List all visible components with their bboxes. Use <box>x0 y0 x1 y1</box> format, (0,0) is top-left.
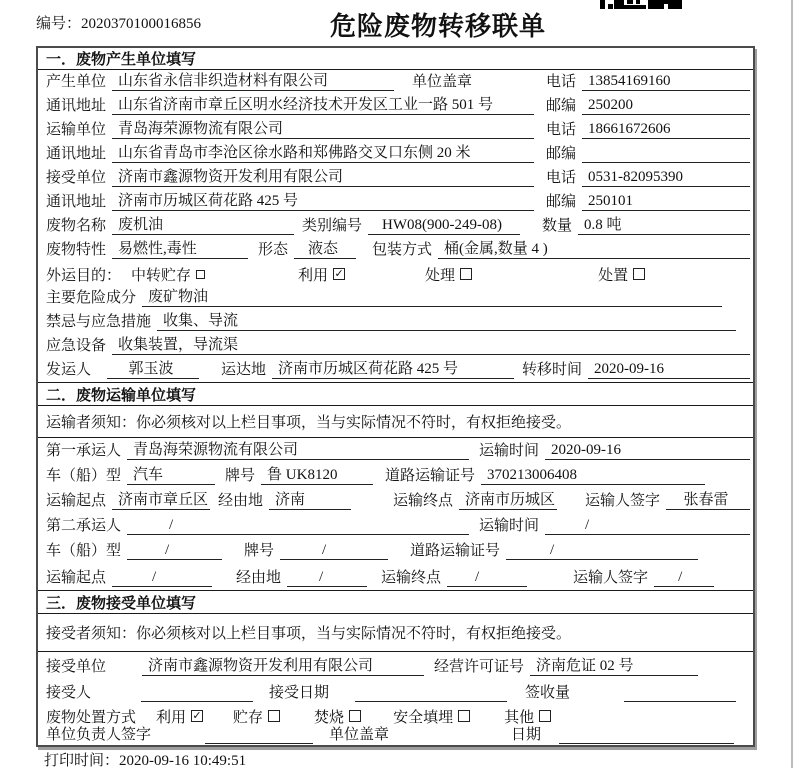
transport-time1-value-field: 2020-09-16 <box>545 442 750 460</box>
purpose-transfer-label: 中转贮存 <box>131 267 192 284</box>
addr3-label: 通讯地址 <box>46 194 107 210</box>
accept-unit-label: 接受单位 <box>46 659 107 675</box>
responsible-sign-value-field <box>205 727 313 744</box>
purpose-treat-label: 处理 <box>425 267 456 284</box>
section3-header: 三．废物接受单位填写 <box>38 590 753 614</box>
page-title: 危险废物转移联单 <box>330 11 547 41</box>
document-number-value: 2020370100016856 <box>81 16 202 32</box>
addr2-value-field: 山东省青岛市李沧区徐水路和郑佛路交叉口东侧 20 米 <box>112 141 534 163</box>
print-time <box>44 749 246 768</box>
taboo-row <box>38 310 753 334</box>
receiver-row <box>38 166 753 190</box>
phone2-label: 电话 <box>545 122 576 138</box>
accept-unit-value-field: 济南市鑫源物资开发利用有限公司 <box>142 654 424 676</box>
disposal-store-label: 贮存 <box>233 709 264 726</box>
vehicle2-value-field: / <box>127 542 222 560</box>
plate1-label: 牌号 <box>225 468 256 484</box>
disposal-option-store <box>233 706 280 727</box>
form-label: 形态 <box>258 242 289 258</box>
responsible-sign-label: 单位负责人签字 <box>46 727 152 743</box>
purpose-option-treat <box>425 264 472 285</box>
addr3-value-field: 济南市历城区荷花路 425 号 <box>112 189 534 211</box>
date-value-field <box>559 727 734 744</box>
via2-value-field: / <box>287 569 367 587</box>
equipment-value-field: 收集装置，导流渠 <box>112 333 750 355</box>
transporter-address-row <box>38 142 753 166</box>
transport-time2-label: 运输时间 <box>478 518 539 534</box>
vehicle2-label: 车（船）型 <box>46 543 122 559</box>
form-value-field: 液态 <box>294 237 356 259</box>
carrier2-label: 第二承运人 <box>46 518 122 534</box>
producer-value-field: 山东省永信非织造材料有限公司 <box>112 69 394 91</box>
transfer-time-label: 转移时间 <box>522 362 583 378</box>
addr1-value-field: 山东省济南市章丘区明水经济技术开发区工业一路 501 号 <box>112 93 534 115</box>
phone1-label: 电话 <box>545 74 576 90</box>
permit1-label: 道路运输证号 <box>385 468 476 484</box>
license-label: 经营许可证号 <box>434 659 525 675</box>
traits-value-field: 易燃性,毒性 <box>112 237 248 259</box>
responsible-sign-row <box>38 727 753 747</box>
transporter-row <box>38 118 753 142</box>
packing-label: 包装方式 <box>372 242 433 258</box>
disposal-other-checkbox <box>539 710 551 722</box>
unit-seal-label: 单位盖章 <box>412 74 473 90</box>
purpose-utilize-checkbox: ✓ <box>334 267 344 280</box>
receiver-label: 接受单位 <box>46 170 107 186</box>
sign1-label: 运输人签字 <box>585 493 661 509</box>
category-value-field: HW08(900-249-08) <box>368 217 520 235</box>
disposal-incinerate-label: 焚烧 <box>314 709 345 726</box>
destination-label: 运达地 <box>221 362 267 378</box>
addr2-label: 通讯地址 <box>46 146 107 162</box>
producer-label: 产生单位 <box>46 74 107 90</box>
plate1-value-field: 鲁 UK8120 <box>261 463 373 485</box>
equipment-label: 应急设备 <box>46 338 107 354</box>
carrier1-row <box>38 438 753 463</box>
disposal-option-utilize <box>156 706 203 727</box>
transporter-notice-row <box>38 406 753 438</box>
phone3-label: 电话 <box>545 170 576 186</box>
purpose-option-utilize <box>298 264 345 285</box>
carrier1-label: 第一承运人 <box>46 443 122 459</box>
end2-label: 运输终点 <box>381 570 442 586</box>
disposal-utilize-checkbox: ✓ <box>192 709 202 722</box>
transfer-time-value-field: 2020-09-16 <box>588 361 750 379</box>
transport-time2-value-field: / <box>545 517 750 535</box>
via1-value-field: 济南 <box>269 488 351 510</box>
purpose-option-dispose <box>598 264 645 285</box>
producer-row <box>38 70 753 94</box>
purpose-row <box>38 262 753 286</box>
origin2-label: 运输起点 <box>46 570 107 586</box>
vehicle2-row <box>38 538 753 563</box>
disposal-label: 废物处置方式 <box>46 709 137 726</box>
received-qty-label: 签收量 <box>525 685 571 701</box>
acceptor-label: 接受人 <box>46 685 92 701</box>
producer-address-row <box>38 94 753 118</box>
purpose-dispose-checkbox <box>633 268 645 280</box>
license-value-field: 济南危证 02 号 <box>530 654 698 676</box>
phone3-value-field: 0531-82095390 <box>582 169 750 187</box>
via2-label: 经由地 <box>236 570 282 586</box>
receiver-notice-row <box>38 614 753 652</box>
plate2-value-field: / <box>280 542 388 560</box>
origin2-value-field: / <box>112 569 212 587</box>
disposal-store-checkbox <box>268 710 280 722</box>
taboo-value-field: 收集、导流 <box>157 309 736 331</box>
end1-value-field: 济南市历城区 <box>459 488 557 510</box>
purpose-utilize-label: 利用 <box>298 267 329 284</box>
vehicle1-label: 车（船）型 <box>46 468 122 484</box>
accept-unit-row <box>38 652 753 679</box>
end2-value-field: / <box>447 569 527 587</box>
purpose-option-transfer <box>131 264 205 285</box>
transporter-value-field: 青岛海荣源物流有限公司 <box>112 117 534 139</box>
route1-row <box>38 488 753 513</box>
waste-name-label: 废物名称 <box>46 218 107 234</box>
category-label: 类别编号 <box>302 218 363 234</box>
receiver-value-field: 济南市鑫源物资开发利用有限公司 <box>112 165 534 187</box>
transporter-notice-text: 运输者须知：你必须核对以上栏目事项，当与实际情况不符时，有权拒绝接受。 <box>46 415 572 431</box>
addr1-label: 通讯地址 <box>46 98 107 114</box>
document-number-label: 编号： <box>36 16 82 32</box>
disposal-other-label: 其他 <box>504 709 535 726</box>
transporter-label: 运输单位 <box>46 122 107 138</box>
waste-name-value-field: 废机油 <box>112 213 294 235</box>
sign2-label: 运输人签字 <box>573 570 649 586</box>
carrier2-value-field: / <box>127 517 469 535</box>
disposal-utilize-label: 利用 <box>156 709 187 726</box>
zip3-label: 邮编 <box>545 194 576 210</box>
form-border <box>36 46 755 747</box>
origin1-value-field: 济南市章丘区 <box>112 488 210 510</box>
carrier1-value-field: 青岛海荣源物流有限公司 <box>127 438 469 460</box>
zip3-value-field: 250101 <box>582 193 750 211</box>
carrier2-row <box>38 513 753 538</box>
waste-traits-row <box>38 238 753 262</box>
acceptor-value-field <box>141 685 253 702</box>
zip2-label: 邮编 <box>545 146 576 162</box>
vehicle1-row <box>38 463 753 488</box>
date-label: 日期 <box>511 727 542 743</box>
purpose-treat-checkbox <box>460 268 472 280</box>
quantity-value-field: 0.8 吨 <box>578 213 750 235</box>
traits-label: 废物特性 <box>46 242 107 258</box>
permit2-value-field: / <box>506 542 698 560</box>
consignor-label: 发运人 <box>46 362 92 378</box>
origin1-label: 运输起点 <box>46 493 107 509</box>
taboo-label: 禁忌与应急措施 <box>46 314 152 330</box>
equipment-row <box>38 334 753 358</box>
print-time-label: 打印时间： <box>44 753 120 768</box>
qr-code-fragment <box>600 0 684 10</box>
print-time-value: 2020-09-16 10:49:51 <box>119 753 247 768</box>
receiver-address-row <box>38 190 753 214</box>
document-number <box>36 12 201 33</box>
route2-row <box>38 563 753 590</box>
receiver-notice-text: 接受者须知：你必须核对以上栏目事项，当与实际情况不符时，有权拒绝接受。 <box>46 626 572 642</box>
purpose-transfer-checkbox <box>196 270 205 279</box>
consignor-row <box>38 358 753 382</box>
quantity-label: 数量 <box>542 218 573 234</box>
disposal-option-landfill <box>393 706 470 727</box>
hazard-row <box>38 286 753 310</box>
section1-header: 一．废物产生单位填写 <box>38 48 753 70</box>
phone2-value-field: 18661672606 <box>582 121 750 139</box>
acceptor-row <box>38 679 753 705</box>
purpose-dispose-label: 处置 <box>598 267 629 284</box>
transport-time1-label: 运输时间 <box>478 443 539 459</box>
purpose-label: 外运目的： <box>46 267 122 284</box>
consignor-value-field: 郭玉波 <box>107 357 199 379</box>
phone1-value-field: 13854169160 <box>582 73 750 91</box>
zip2-value-field <box>582 146 750 163</box>
section2-header: 二．废物运输单位填写 <box>38 382 753 406</box>
plate2-label: 牌号 <box>244 543 275 559</box>
permit2-label: 道路运输证号 <box>410 543 501 559</box>
disposal-landfill-label: 安全填埋 <box>393 709 454 726</box>
permit1-value-field: 370213006408 <box>481 467 705 485</box>
waste-name-row <box>38 214 753 238</box>
hazard-value-field: 废矿物油 <box>142 285 722 307</box>
via1-label: 经由地 <box>218 493 264 509</box>
disposal-landfill-checkbox <box>458 710 470 722</box>
disposal-incinerate-checkbox <box>349 710 361 722</box>
destination-value-field: 济南市历城区荷花路 425 号 <box>272 357 514 379</box>
hazard-label: 主要危险成分 <box>46 290 137 306</box>
zip1-value-field: 250200 <box>582 97 750 115</box>
sign2-value-field: / <box>654 569 714 587</box>
end1-label: 运输终点 <box>393 493 454 509</box>
accept-date-value-field <box>355 685 507 702</box>
zip1-label: 邮编 <box>545 98 576 114</box>
received-qty-value-field <box>624 685 736 702</box>
unit-seal-label-2: 单位盖章 <box>329 727 390 743</box>
sign1-value-field: 张春雷 <box>666 488 750 510</box>
packing-value-field: 桶(金属,数量 4 ) <box>438 237 750 259</box>
vehicle1-value-field: 汽车 <box>127 463 215 485</box>
accept-date-label: 接受日期 <box>269 685 330 701</box>
page-edge-divider <box>791 0 793 768</box>
